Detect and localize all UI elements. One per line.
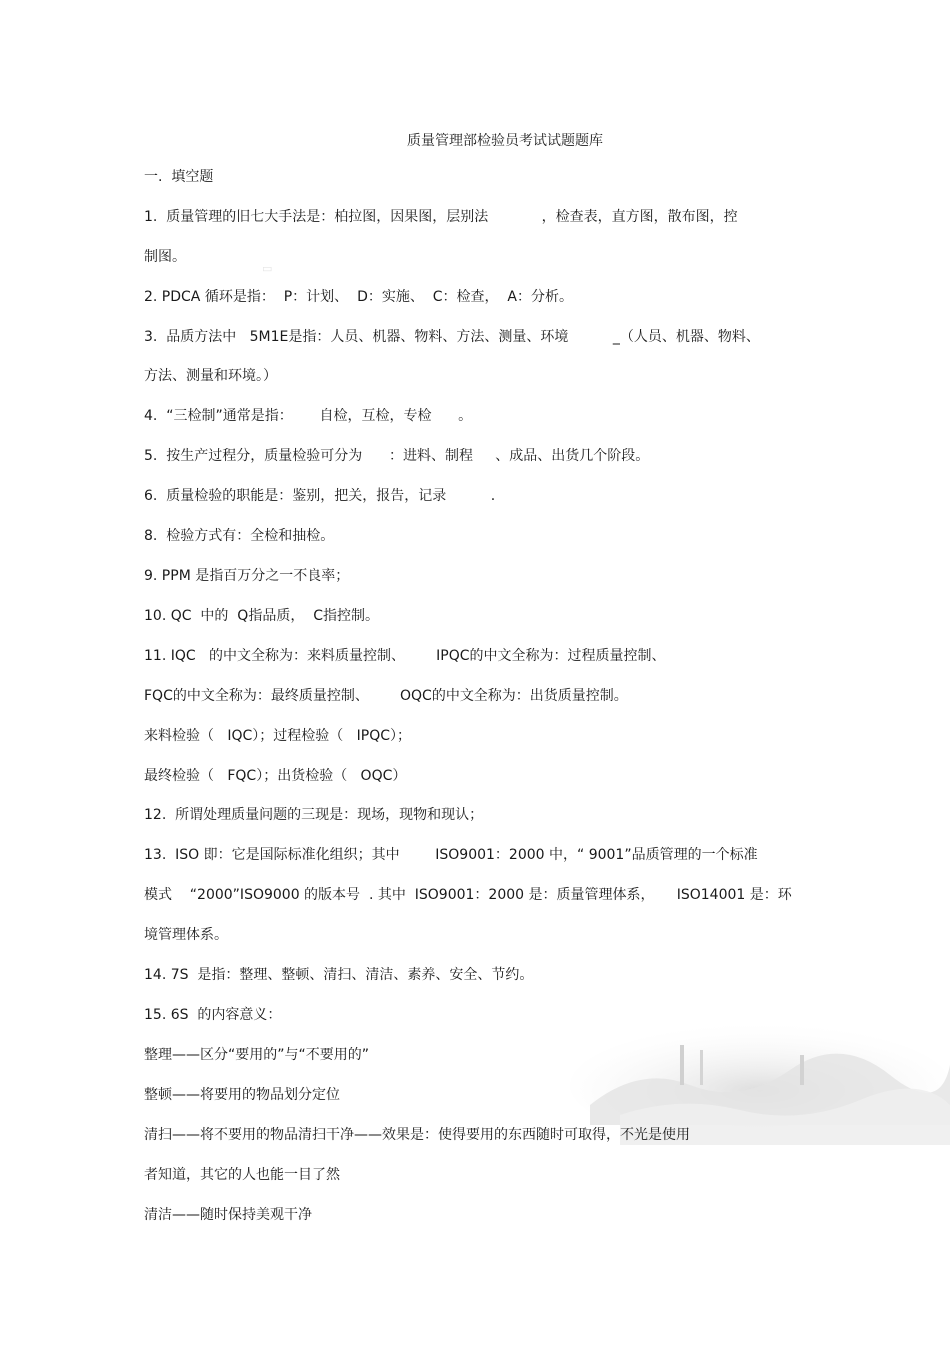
text-line: 13. ISO 即：它是国际标准化组织；其中 ISO9001：2000 中，“ 9001”品质管理的一个标准 xyxy=(144,847,758,863)
text-line: 1. 质量管理的旧七大手法是：柏拉图，因果图，层别法 ，检查表，直方图，散布图，控 xyxy=(144,209,738,225)
text-line: 14. 7S 是指：整理、整顿、清扫、清洁、素养、安全、节约。 xyxy=(144,967,534,983)
text-line: 清洁——随时保持美观干净 xyxy=(144,1207,312,1223)
text-line: 15. 6S 的内容意义： xyxy=(144,1007,282,1023)
text-line: 整顿——将要用的物品划分定位 xyxy=(144,1087,340,1103)
text-line: 最终检验（ FQC）；出货检验（ OQC） xyxy=(144,768,407,784)
text-line: 清扫——将不要用的物品清扫干净——效果是：使得要用的东西随时可取得，不光是使用 xyxy=(144,1127,690,1143)
text-line: 3. 品质方法中 5M1E是指：人员、机器、物料、方法、测量、环境 _（人员、机器、物料、 xyxy=(144,329,760,345)
document-title: 质量管理部检验员考试试题题库 xyxy=(407,133,603,149)
text-line: 2. PDCA 循环是指： P：计划、 D：实施、 C：检查， A：分析。 xyxy=(144,289,574,305)
faint-stamp-icon: ▭ xyxy=(262,262,273,275)
text-line: 来料检验（ IQC）；过程检验（ IPQC）； xyxy=(144,728,411,744)
text-line: 模式 “2000”ISO9000 的版本号 . 其中 ISO9001：2000 是：质量管理体系， ISO14001 是：环 xyxy=(144,887,792,903)
text-line: 9. PPM 是指百万分之一不良率； xyxy=(144,568,350,584)
text-line: 者知道，其它的人也能一目了然 xyxy=(144,1167,340,1183)
text-line: 12. 所谓处理质量问题的三现是：现场，现物和现认； xyxy=(144,807,484,823)
text-line: 4. “三检制”通常是指： 自检，互检，专检 。 xyxy=(144,408,473,424)
text-line: 制图。 xyxy=(144,249,186,265)
text-line: 10. QC 中的 Q指品质， C指控制。 xyxy=(144,608,380,624)
text-line: 11. IQC 的中文全称为：来料质量控制、 IPQC的中文全称为：过程质量控制、 xyxy=(144,648,666,664)
text-line: 方法、测量和环境。） xyxy=(144,368,277,384)
text-line: 8. 检验方式有：全检和抽检。 xyxy=(144,528,335,544)
text-line: FQC的中文全称为：最终质量控制、 OQC的中文全称为：出货质量控制。 xyxy=(144,688,628,704)
text-line: 整理——区分“要用的”与“不要用的” xyxy=(144,1047,370,1063)
text-line: 5. 按生产过程分，质量检验可分为 ：进料、制程 、成品、出货几个阶段。 xyxy=(144,448,650,464)
text-line: 6. 质量检验的职能是：鉴别，把关，报告，记录 . xyxy=(144,488,496,504)
section-heading: 一. 填空题 xyxy=(144,169,214,185)
text-line: 境管理体系。 xyxy=(144,927,228,943)
